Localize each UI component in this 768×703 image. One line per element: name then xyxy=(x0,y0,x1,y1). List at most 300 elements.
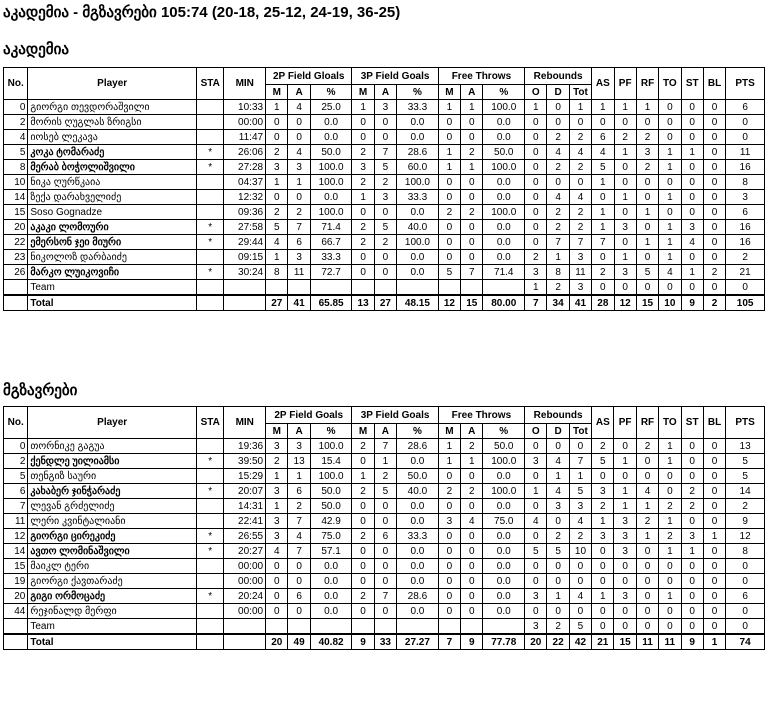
stat-to: 0 xyxy=(659,175,681,190)
player-number: 4 xyxy=(4,130,28,145)
stat-pft: 71.4 xyxy=(483,265,525,280)
stat-pft: 0.0 xyxy=(483,559,525,574)
stat-a3: 5 xyxy=(374,220,396,235)
player-name: გიორგი ცირეკიძე xyxy=(28,529,197,544)
stat-p3: 33.3 xyxy=(397,529,439,544)
total-label: Total xyxy=(28,634,197,650)
stat-tot: 2 xyxy=(569,205,591,220)
stat-o: 0 xyxy=(525,175,547,190)
stat-tot: 5 xyxy=(569,619,591,635)
stat-pts: 21 xyxy=(726,265,765,280)
stat-d: 4 xyxy=(547,484,569,499)
stat-to: 1 xyxy=(659,454,681,469)
stat-d: 7 xyxy=(547,235,569,250)
stat-pts: 3 xyxy=(726,190,765,205)
stat-tot: 0 xyxy=(569,115,591,130)
stat-m2: 3 xyxy=(266,484,288,499)
stat-to: 2 xyxy=(659,499,681,514)
stat-m3: 2 xyxy=(352,484,374,499)
stat-o: 5 xyxy=(525,544,547,559)
stat-d: 0 xyxy=(547,604,569,619)
stat-tot: 1 xyxy=(569,100,591,115)
stat-mft xyxy=(438,619,460,635)
stat-rf: 0 xyxy=(636,589,658,604)
stat-rf: 1 xyxy=(636,235,658,250)
stat-d: 2 xyxy=(547,205,569,220)
col-sub-a: A xyxy=(461,424,483,439)
stat-pft: 0.0 xyxy=(483,115,525,130)
stat-p2: 50.0 xyxy=(310,145,352,160)
stat-aft: 2 xyxy=(461,205,483,220)
stat-tot: 0 xyxy=(569,175,591,190)
col-st: ST xyxy=(681,68,703,100)
stat-st: 0 xyxy=(681,190,703,205)
player-number: 44 xyxy=(4,604,28,619)
stat-bl: 0 xyxy=(703,499,725,514)
col-sub-o: O xyxy=(525,85,547,100)
stat-to: 0 xyxy=(659,205,681,220)
stat-pts: 0 xyxy=(726,619,765,635)
player-row xyxy=(4,220,765,235)
stat-tot: 0 xyxy=(569,574,591,589)
stat-a3: 1 xyxy=(374,454,396,469)
stat-o: 0 xyxy=(525,604,547,619)
stat-m3: 0 xyxy=(352,265,374,280)
stat-mft: 0 xyxy=(438,220,460,235)
player-name: გიორგი თევდორაშვილი xyxy=(28,100,197,115)
stat-p3: 0.0 xyxy=(397,574,439,589)
stat-as: 6 xyxy=(592,130,614,145)
stat-m2: 5 xyxy=(266,220,288,235)
stat-as: 0 xyxy=(592,559,614,574)
stat-pts: 5 xyxy=(726,454,765,469)
col-2p-field-goals: 2P Field Gloals xyxy=(266,68,352,85)
stat-o: 0 xyxy=(525,160,547,175)
stat-to: 1 xyxy=(659,190,681,205)
col-sta: STA xyxy=(197,407,224,439)
col-player: Player xyxy=(28,68,197,100)
stat-o: 3 xyxy=(525,265,547,280)
stat-mft: 0 xyxy=(438,589,460,604)
starter-mark xyxy=(197,250,224,265)
stat-as: 0 xyxy=(592,190,614,205)
minutes: 27:28 xyxy=(224,160,266,175)
stat-a3: 0 xyxy=(374,265,396,280)
stat-rf: 0 xyxy=(636,604,658,619)
stat-rf: 0 xyxy=(636,220,658,235)
stat-st: 0 xyxy=(681,439,703,454)
total-o: 20 xyxy=(525,634,547,650)
stat-mft: 0 xyxy=(438,115,460,130)
stat-pft xyxy=(483,619,525,635)
total-label: Total xyxy=(28,295,197,311)
stat-a3: 0 xyxy=(374,499,396,514)
starter-mark: * xyxy=(197,529,224,544)
stat-d: 3 xyxy=(547,499,569,514)
stat-p2 xyxy=(310,280,352,296)
player-name: ლევან გრძელიძე xyxy=(28,499,197,514)
col-no: No. xyxy=(4,68,28,100)
col-rf: RF xyxy=(636,68,658,100)
stat-pts: 0 xyxy=(726,280,765,296)
starter-mark xyxy=(197,190,224,205)
stat-tot: 5 xyxy=(569,484,591,499)
total-aft: 15 xyxy=(461,295,483,311)
stat-to: 0 xyxy=(659,100,681,115)
stat-a2: 7 xyxy=(288,544,310,559)
col-sub-pct: % xyxy=(397,85,439,100)
stat-pts: 9 xyxy=(726,514,765,529)
stat-to: 0 xyxy=(659,604,681,619)
stat-tot: 3 xyxy=(569,250,591,265)
minutes: 22:41 xyxy=(224,514,266,529)
stat-pf: 1 xyxy=(614,454,636,469)
col-sub-a: A xyxy=(374,424,396,439)
player-number: 0 xyxy=(4,439,28,454)
total-empty xyxy=(4,634,28,650)
stat-mft: 0 xyxy=(438,175,460,190)
stat-a3: 5 xyxy=(374,484,396,499)
col-free-throws: Free Throws xyxy=(438,407,524,424)
stat-to: 1 xyxy=(659,589,681,604)
stat-tot: 0 xyxy=(569,604,591,619)
stat-m3: 2 xyxy=(352,589,374,604)
stat-rf: 5 xyxy=(636,265,658,280)
minutes xyxy=(224,280,266,296)
player-number: 26 xyxy=(4,265,28,280)
stat-d: 0 xyxy=(547,514,569,529)
stat-aft: 2 xyxy=(461,145,483,160)
total-empty xyxy=(224,634,266,650)
stat-st: 1 xyxy=(681,544,703,559)
stat-p3: 100.0 xyxy=(397,175,439,190)
stat-a2: 7 xyxy=(288,514,310,529)
col-sub-pct: % xyxy=(310,424,352,439)
stat-aft: 0 xyxy=(461,175,483,190)
stat-a2: 6 xyxy=(288,235,310,250)
stat-aft: 4 xyxy=(461,514,483,529)
stat-a3: 2 xyxy=(374,235,396,250)
stat-to: 1 xyxy=(659,544,681,559)
total-aft: 9 xyxy=(461,634,483,650)
stat-aft: 0 xyxy=(461,235,483,250)
stat-a3: 2 xyxy=(374,175,396,190)
stat-as: 0 xyxy=(592,574,614,589)
player-name: ემერსონ ჯეი მიური xyxy=(28,235,197,250)
stat-d: 0 xyxy=(547,115,569,130)
stat-p2: 100.0 xyxy=(310,469,352,484)
stat-as: 2 xyxy=(592,265,614,280)
stat-m2: 0 xyxy=(266,115,288,130)
player-row xyxy=(4,529,765,544)
stat-pft: 0.0 xyxy=(483,220,525,235)
col-sub-m: M xyxy=(266,424,288,439)
stat-a2: 6 xyxy=(288,589,310,604)
total-tot: 41 xyxy=(569,295,591,311)
box-score-home xyxy=(3,67,765,311)
col-to: TO xyxy=(659,68,681,100)
stat-a3: 3 xyxy=(374,190,396,205)
total-a3: 27 xyxy=(374,295,396,311)
minutes: 27:58 xyxy=(224,220,266,235)
stat-as: 5 xyxy=(592,160,614,175)
stat-p3: 0.0 xyxy=(397,499,439,514)
stat-mft: 0 xyxy=(438,574,460,589)
minutes: 20:27 xyxy=(224,544,266,559)
col-2p-field-goals: 2P Field Goals xyxy=(266,407,352,424)
total-m3: 9 xyxy=(352,634,374,650)
stat-aft: 2 xyxy=(461,484,483,499)
stat-mft: 0 xyxy=(438,544,460,559)
col-3p-field-goals: 3P Field Goals xyxy=(352,407,438,424)
col-player: Player xyxy=(28,407,197,439)
stat-p3: 33.3 xyxy=(397,100,439,115)
stat-a3: 5 xyxy=(374,160,396,175)
starter-mark: * xyxy=(197,235,224,250)
starter-mark: * xyxy=(197,265,224,280)
stat-m2: 1 xyxy=(266,469,288,484)
stat-o: 0 xyxy=(525,190,547,205)
stat-p3: 0.0 xyxy=(397,604,439,619)
stat-p3: 0.0 xyxy=(397,514,439,529)
minutes: 10:33 xyxy=(224,100,266,115)
col-sub-pct: % xyxy=(483,424,525,439)
total-bl: 1 xyxy=(703,634,725,650)
player-name: გიგი ორმოცაძე xyxy=(28,589,197,604)
stat-as: 1 xyxy=(592,205,614,220)
stat-pf: 3 xyxy=(614,265,636,280)
player-row xyxy=(4,130,765,145)
minutes: 20:07 xyxy=(224,484,266,499)
stat-pf: 0 xyxy=(614,115,636,130)
stat-bl: 0 xyxy=(703,160,725,175)
stat-rf: 0 xyxy=(636,469,658,484)
stat-d: 1 xyxy=(547,589,569,604)
stat-st: 0 xyxy=(681,100,703,115)
col-sub-m: M xyxy=(438,85,460,100)
stat-a2: 0 xyxy=(288,574,310,589)
stat-bl: 0 xyxy=(703,454,725,469)
stat-aft: 0 xyxy=(461,130,483,145)
stat-pts: 2 xyxy=(726,499,765,514)
stat-bl: 0 xyxy=(703,145,725,160)
stat-mft: 0 xyxy=(438,469,460,484)
stat-bl: 0 xyxy=(703,280,725,296)
stat-pft: 0.0 xyxy=(483,499,525,514)
stat-d: 0 xyxy=(547,559,569,574)
stat-mft: 3 xyxy=(438,514,460,529)
stat-pft: 100.0 xyxy=(483,454,525,469)
stat-m2: 1 xyxy=(266,250,288,265)
stat-pts: 8 xyxy=(726,544,765,559)
stat-st: 0 xyxy=(681,604,703,619)
stat-p3: 40.0 xyxy=(397,220,439,235)
stat-tot: 3 xyxy=(569,499,591,514)
stat-m3: 0 xyxy=(352,559,374,574)
stat-mft: 0 xyxy=(438,250,460,265)
stat-pf: 0 xyxy=(614,469,636,484)
stat-mft: 0 xyxy=(438,559,460,574)
stat-pft: 0.0 xyxy=(483,544,525,559)
col-bl: BL xyxy=(703,68,725,100)
stat-pf: 0 xyxy=(614,604,636,619)
player-number: 8 xyxy=(4,160,28,175)
stat-a3: 0 xyxy=(374,559,396,574)
stat-mft: 0 xyxy=(438,604,460,619)
stat-rf: 4 xyxy=(636,484,658,499)
stat-a2: 0 xyxy=(288,115,310,130)
stat-as: 0 xyxy=(592,619,614,635)
player-name: აკაკი ლომოური xyxy=(28,220,197,235)
stat-m2: 0 xyxy=(266,559,288,574)
stat-mft: 1 xyxy=(438,439,460,454)
stat-p2: 15.4 xyxy=(310,454,352,469)
total-p3: 27.27 xyxy=(397,634,439,650)
stat-mft: 1 xyxy=(438,160,460,175)
stat-as: 0 xyxy=(592,604,614,619)
stat-pf: 0 xyxy=(614,235,636,250)
stat-bl: 0 xyxy=(703,604,725,619)
stat-as: 1 xyxy=(592,100,614,115)
starter-mark xyxy=(197,499,224,514)
stat-bl: 0 xyxy=(703,190,725,205)
col-as: AS xyxy=(592,407,614,439)
player-name: მაიკლ ტერი xyxy=(28,559,197,574)
starter-mark xyxy=(197,439,224,454)
stat-p2: 25.0 xyxy=(310,100,352,115)
total-d: 22 xyxy=(547,634,569,650)
stat-a2: 3 xyxy=(288,250,310,265)
player-name: იოსებ ლეკავა xyxy=(28,130,197,145)
total-o: 7 xyxy=(525,295,547,311)
stat-a2: 2 xyxy=(288,205,310,220)
total-bl: 2 xyxy=(703,295,725,311)
stat-pf: 3 xyxy=(614,589,636,604)
player-row xyxy=(4,250,765,265)
stat-pts: 16 xyxy=(726,235,765,250)
player-name: ნიკა ღურწკაია xyxy=(28,175,197,190)
stat-d: 0 xyxy=(547,574,569,589)
total-a2: 41 xyxy=(288,295,310,311)
col-sub-d: D xyxy=(547,424,569,439)
stat-a2: 0 xyxy=(288,130,310,145)
stat-d: 2 xyxy=(547,220,569,235)
stat-pts: 5 xyxy=(726,469,765,484)
stat-as: 1 xyxy=(592,514,614,529)
col-sub-o: O xyxy=(525,424,547,439)
player-row xyxy=(4,574,765,589)
stat-tot: 1 xyxy=(569,469,591,484)
player-name: Team xyxy=(28,619,197,635)
stat-a3: 0 xyxy=(374,115,396,130)
player-row xyxy=(4,604,765,619)
stat-p2: 0.0 xyxy=(310,190,352,205)
team-title-away: მგზავრები xyxy=(3,382,78,399)
col-sta: STA xyxy=(197,68,224,100)
stat-pft: 100.0 xyxy=(483,100,525,115)
player-row xyxy=(4,484,765,499)
stat-pft: 0.0 xyxy=(483,469,525,484)
stat-pft: 75.0 xyxy=(483,514,525,529)
stat-p2: 0.0 xyxy=(310,130,352,145)
col-sub-a: A xyxy=(288,424,310,439)
stat-st: 4 xyxy=(681,235,703,250)
stat-as: 4 xyxy=(592,145,614,160)
stat-st: 0 xyxy=(681,469,703,484)
stat-st: 0 xyxy=(681,175,703,190)
total-row xyxy=(4,634,765,650)
stat-a3: 0 xyxy=(374,205,396,220)
player-name: ქენდლე უილიამსი xyxy=(28,454,197,469)
stat-m3: 0 xyxy=(352,454,374,469)
stat-as: 0 xyxy=(592,469,614,484)
col-sub-a: A xyxy=(461,85,483,100)
stat-o: 0 xyxy=(525,115,547,130)
stat-aft: 0 xyxy=(461,529,483,544)
stat-to: 2 xyxy=(659,529,681,544)
stat-st: 1 xyxy=(681,145,703,160)
stat-to: 0 xyxy=(659,574,681,589)
stat-aft: 0 xyxy=(461,574,483,589)
stat-o: 0 xyxy=(525,469,547,484)
total-rf: 15 xyxy=(636,295,658,311)
stat-rf: 0 xyxy=(636,574,658,589)
player-number: 5 xyxy=(4,145,28,160)
stat-p3: 50.0 xyxy=(397,469,439,484)
stat-rf: 1 xyxy=(636,205,658,220)
total-st: 9 xyxy=(681,634,703,650)
stat-bl: 0 xyxy=(703,100,725,115)
col-rebounds: Rebounds xyxy=(525,407,592,424)
player-row xyxy=(4,265,765,280)
stat-st: 0 xyxy=(681,574,703,589)
stat-mft: 0 xyxy=(438,235,460,250)
stat-to: 1 xyxy=(659,160,681,175)
stat-st: 0 xyxy=(681,559,703,574)
stat-p2: 66.7 xyxy=(310,235,352,250)
player-name: ავთო ლომინაშვილი xyxy=(28,544,197,559)
stat-d: 2 xyxy=(547,160,569,175)
stat-p3: 0.0 xyxy=(397,265,439,280)
stat-m2: 1 xyxy=(266,100,288,115)
stat-pts: 0 xyxy=(726,559,765,574)
starter-mark xyxy=(197,469,224,484)
stat-rf: 0 xyxy=(636,559,658,574)
col-sub-pct: % xyxy=(310,85,352,100)
stat-st: 0 xyxy=(681,115,703,130)
col-sub-d: D xyxy=(547,85,569,100)
starter-mark: * xyxy=(197,544,224,559)
stat-p3 xyxy=(397,280,439,296)
stat-pts: 0 xyxy=(726,130,765,145)
stat-st: 0 xyxy=(681,589,703,604)
stat-o: 0 xyxy=(525,574,547,589)
stat-m2: 2 xyxy=(266,205,288,220)
stat-pf: 0 xyxy=(614,205,636,220)
stat-pft: 100.0 xyxy=(483,205,525,220)
stat-mft: 5 xyxy=(438,265,460,280)
stat-p3: 0.0 xyxy=(397,454,439,469)
stat-pts: 0 xyxy=(726,115,765,130)
player-number: 15 xyxy=(4,559,28,574)
stat-bl: 0 xyxy=(703,115,725,130)
stat-a3: 0 xyxy=(374,514,396,529)
stat-p2 xyxy=(310,619,352,635)
player-row xyxy=(4,160,765,175)
stat-to: 1 xyxy=(659,514,681,529)
stat-to: 0 xyxy=(659,559,681,574)
stat-d: 0 xyxy=(547,100,569,115)
